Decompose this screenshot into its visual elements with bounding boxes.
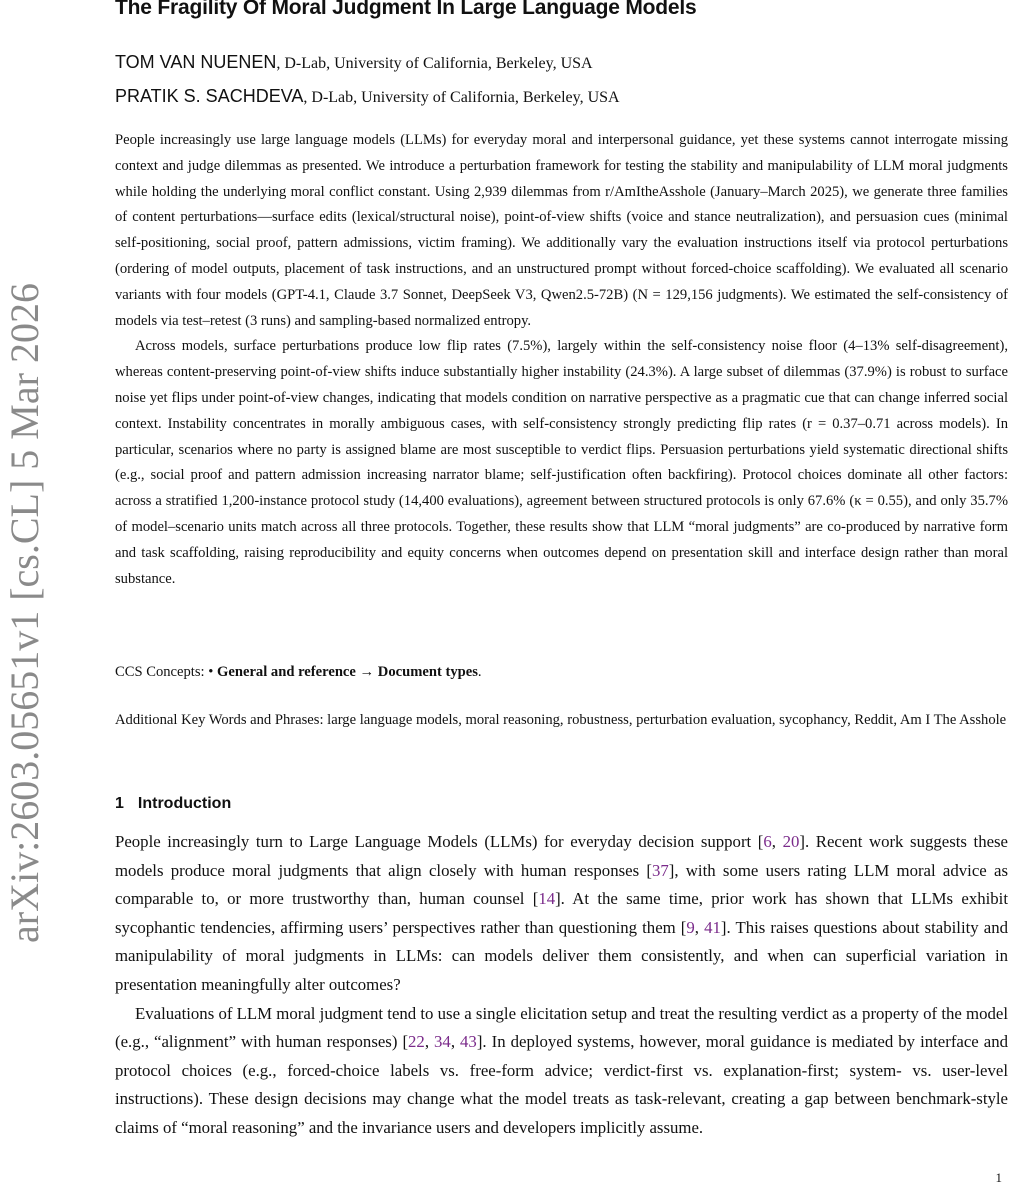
intro-text: , bbox=[694, 917, 705, 937]
citation-link[interactable]: 9 bbox=[686, 917, 695, 937]
intro-paragraph bbox=[115, 828, 1008, 1000]
author-name: TOM VAN NUENEN bbox=[115, 52, 277, 72]
intro-text: , bbox=[424, 1032, 435, 1052]
arxiv-identifier: arXiv:2603.05651v1 [cs.CL] 5 Mar 2026 bbox=[2, 283, 47, 943]
author-name: PRATIK S. SACHDEVA bbox=[115, 86, 304, 106]
intro-text: ]. In deployed systems, however, moral guidance is mediated by interface and protocol choices (e.g., forced-choice labels vs. free-form advice; verdict-first vs. explanation-first; system- vs. user-level instructions). These design decisions may change what the model treats as task-relevant, creating a gap between benchmark-style claims of “moral reasoning” and the invariance users and developers implicitly assume. bbox=[115, 1032, 1009, 1137]
section-title: Introduction bbox=[137, 795, 232, 812]
intro-text: , bbox=[771, 832, 783, 851]
page-number: 1 bbox=[995, 1170, 1002, 1185]
author-2 bbox=[115, 86, 620, 107]
ccs-concept: General and reference → Document types bbox=[217, 664, 478, 680]
paper-title: The Fragility Of Moral Judgment In Large Language Models bbox=[115, 0, 697, 19]
intro-text: ]. This raises questions about stability and manipulability of moral judgments in LLMs: can models deliver them consistently, and when can superficial variation in presentation meaningfully alter outcomes? bbox=[115, 917, 1008, 994]
intro-text: Evaluations of LLM moral judgment tend to use a single elicitation setup and treat the resulting verdict as a property of the model (e.g., “alignment” with human responses) [ bbox=[115, 1003, 1008, 1052]
abstract bbox=[115, 128, 1008, 592]
section-heading bbox=[115, 795, 231, 813]
citation-link[interactable]: 41 bbox=[704, 917, 721, 937]
keywords: Additional Key Words and Phrases: large language models, moral reasoning, robustness, perturbation evaluation, sycophancy, Reddit, Am I The Asshole bbox=[115, 712, 1007, 728]
ccs-concepts bbox=[115, 664, 482, 681]
citation-link[interactable]: 20 bbox=[782, 832, 800, 851]
abstract-paragraph-2: Across models, surface perturbations produce low flip rates (7.5%), largely within the self-consistency noise floor (4–13% self-disagreement), whereas content-preserving point-of-view shifts induce substantially higher instability (24.3%). A large subset of dilemmas (37.9%) is robust to surface noise yet flips under point-of-view changes, indicating that models condition on narrative perspective as a pragmatic cue that can change inferred social context. Instability concentrates in morally ambiguous cases, with self-consistency strongly predicting flip rates (r = 0.37–0.71 across models). In particular, scenarios where no party is assigned blame are most susceptible to verdict flips. Persuasion perturbations yield systematic directional shifts (e.g., social proof and pattern admission increasing narrator blame; self-justification often backfiring). Protocol choices dominate all other factors: across a stratified 1,200-instance protocol study (14,400 evaluations), agreement between structured protocols is only 67.6% (κ = 0.55), and only 35.7% of model–scenario units match across all three protocols. Together, these results show that LLM “moral judgments” are co-produced by narrative form and task scaffolding, raising reproducibility and equity concerns when outcomes depend on presentation skill and interface design rather than moral substance. bbox=[115, 338, 1008, 587]
citation-link[interactable]: 34 bbox=[434, 1032, 451, 1052]
intro-text: People increasingly turn to Large Language Models (LLMs) for everyday decision support [ bbox=[115, 832, 764, 851]
citation-link[interactable]: 22 bbox=[408, 1032, 425, 1052]
abstract-paragraph-1: People increasingly use large language models (LLMs) for everyday moral and interpersonal guidance, yet these systems cannot interrogate missing context and judge dilemmas as presented. We introduce a perturbation framework for testing the stability and manipulability of LLM moral judgments while holding the underlying moral conflict constant. Using 2,939 dilemmas from r/AmItheAsshole (January–March 2025), we generate three families of content perturbations—surface edits (lexical/structural noise), point-of-view shifts (voice and stance neutralization), and persuasion cues (minimal self-positioning, social proof, pattern admissions, victim framing). We additionally vary the evaluation instructions itself via protocol perturbations (ordering of model outputs, placement of task instructions, and an unstructured prompt without forced-choice scaffolding). We evaluated all scenario variants with four models (GPT-4.1, Claude 3.7 Sonnet, DeepSeek V3, Qwen2.5-72B) (N = 129,156 judgments). We estimated the self-consistency of models via test–retest (3 runs) and sampling-based normalized entropy. bbox=[115, 132, 1008, 329]
intro-text: ]. At the same time, prior work has shown that LLMs exhibit sycophantic tendencies, affirming users’ perspectives rather than questioning them [ bbox=[115, 889, 1008, 937]
citation-link[interactable]: 37 bbox=[651, 860, 669, 880]
ccs-prefix: CCS Concepts: • bbox=[115, 664, 218, 680]
citation-link[interactable]: 14 bbox=[538, 889, 556, 909]
citation-link[interactable]: 43 bbox=[460, 1032, 477, 1052]
author-affiliation: , D-Lab, University of California, Berkeley, USA bbox=[276, 55, 593, 72]
intro-text: , bbox=[450, 1032, 461, 1052]
ccs-suffix: . bbox=[477, 664, 482, 680]
section-number: 1 bbox=[115, 795, 124, 812]
introduction-body bbox=[115, 828, 1008, 1143]
intro-text: ], with some users rating LLM moral advice as comparable to, or more trustworthy than, human counsel [ bbox=[115, 860, 1008, 909]
intro-paragraph bbox=[115, 1000, 1008, 1143]
author-affiliation: , D-Lab, University of California, Berkeley, USA bbox=[303, 89, 620, 106]
intro-text: ]. Recent work suggests these models produce moral judgments that align closely with human responses [ bbox=[115, 832, 1009, 880]
citation-link[interactable]: 6 bbox=[763, 832, 772, 851]
author-1 bbox=[115, 52, 593, 73]
